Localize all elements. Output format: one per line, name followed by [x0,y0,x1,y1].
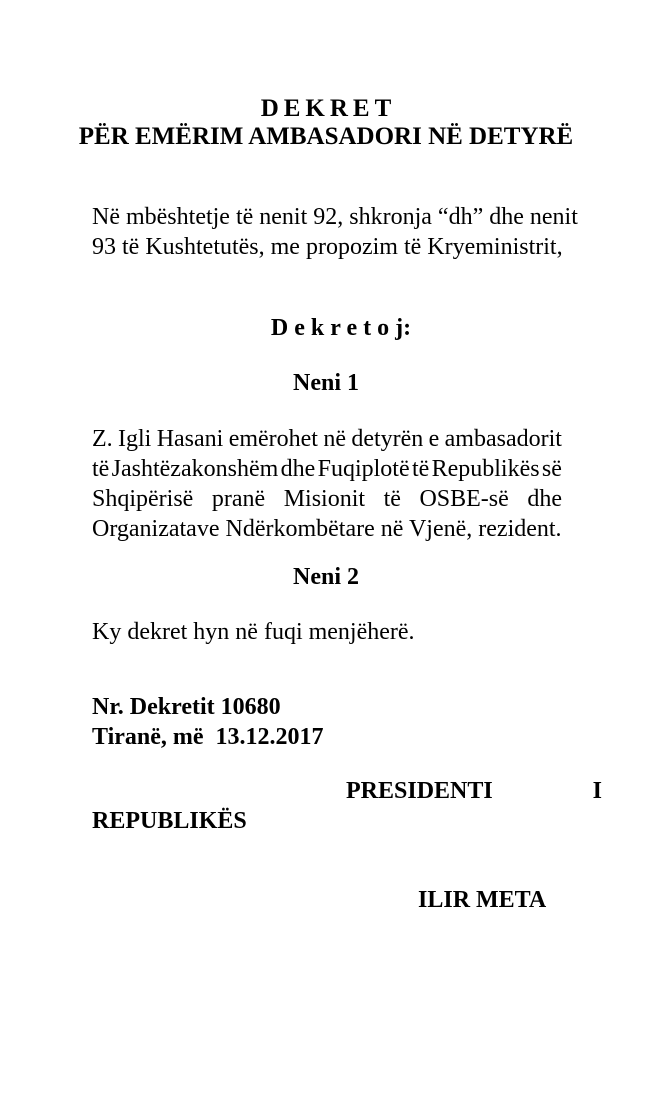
article-1-line: Organizatave Ndërkombëtare në Vjenë, rezident. [92,516,562,542]
word: së [541,456,562,482]
article-1-body [92,424,562,544]
word: Igli [118,426,152,452]
article-1-line [92,454,562,484]
document-subtitle: PËR EMËRIM AMBASADORI NË DETYRË [78,123,574,150]
article-1-line [92,484,562,514]
signature-title-row [346,776,602,806]
decree-number: Nr. Dekretit 10680 [92,694,281,720]
preamble-paragraph [92,202,578,262]
word: detyrën [351,426,424,452]
word: dhe [527,486,562,512]
word: Misionit [283,486,366,512]
preamble-line [92,202,578,232]
article-2-heading: Neni 2 [293,564,359,590]
decree-heading: D e k r e t o j: [270,315,412,341]
word: emërohet [228,426,318,452]
article-1-heading: Neni 1 [293,370,359,396]
document-title: DEKRET [260,95,397,122]
article-1-line [92,424,562,454]
signature-name: ILIR META [418,887,547,913]
word: në [323,426,346,452]
word: Hasani [156,426,224,452]
word: Republikës [431,456,540,482]
word: Shqipërisë [92,486,194,512]
signature-title-part-2: I [592,778,602,804]
preamble-line: 93 të Kushtetutës, me propozim të Kryeministrit, [92,234,563,260]
preamble-line-text: Në mbështetje të nenit 92, shkronja “dh” dhe nenit [92,204,578,230]
word: të [383,486,401,512]
signature-title-part-1: PRESIDENTI [346,778,493,804]
word: e [428,426,440,452]
word: Fuqiplotë [317,456,410,482]
word: Jashtëzakonshëm [111,456,279,482]
word: dhe [280,456,316,482]
word: të [411,456,430,482]
article-2-line: Ky dekret hyn në fuqi menjëherë. [92,619,415,645]
word: të [92,456,110,482]
word: ambasadorit [444,426,562,452]
signature-title-part-3: REPUBLIKËS [92,808,247,834]
word: pranë [211,486,266,512]
word: OSBE-së [419,486,509,512]
word: Z. [92,426,113,452]
article-2-body [92,617,562,647]
place-date: Tiranë, më 13.12.2017 [92,724,324,750]
